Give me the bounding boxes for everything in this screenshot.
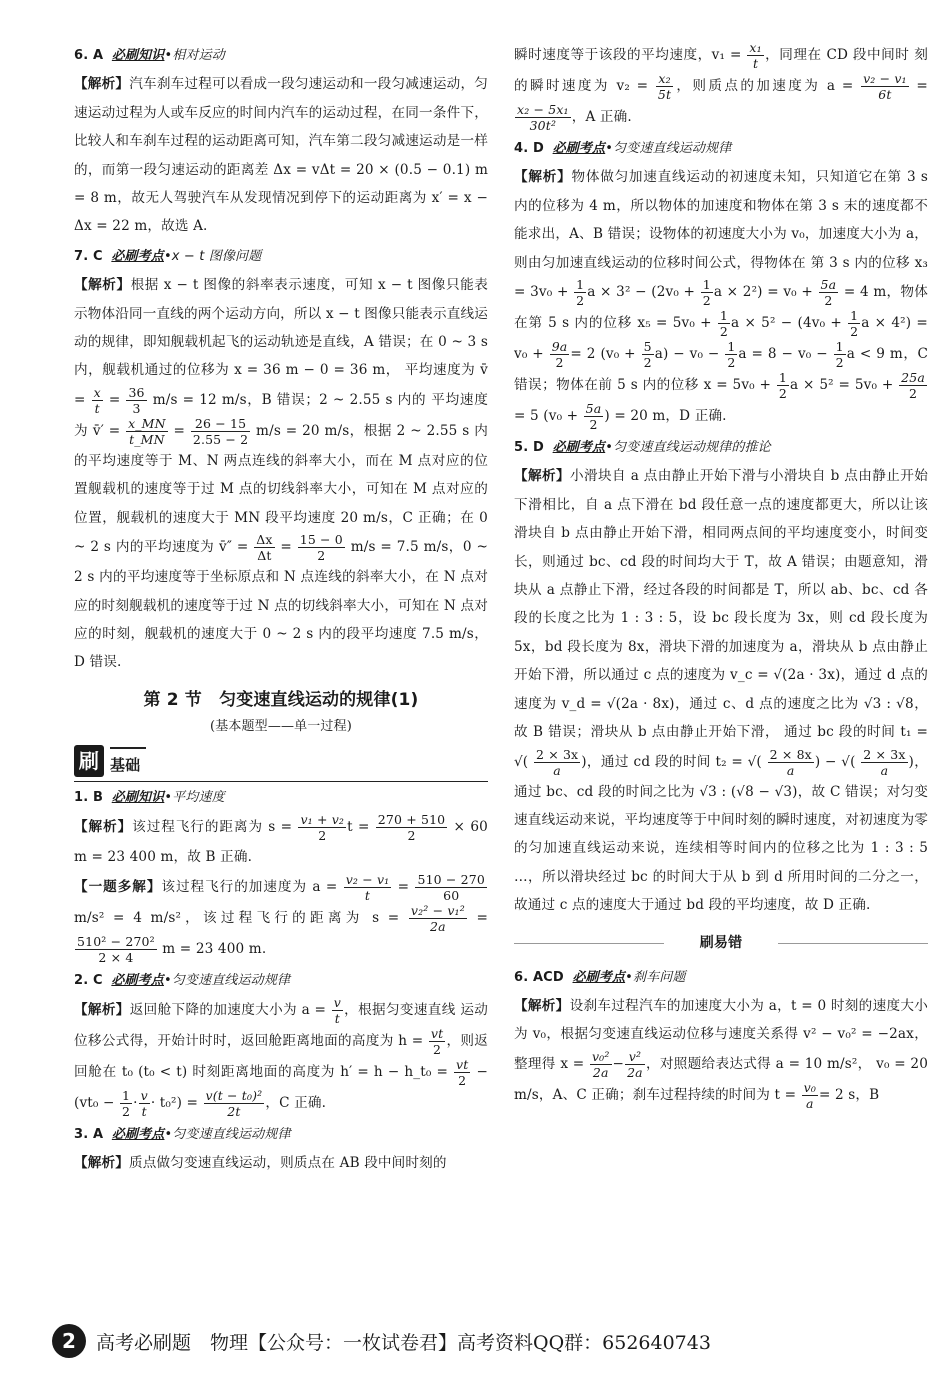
q7-explanation: 【解析】根据 x − t 图像的斜率表示速度，可知 x − t 图像只能表示物体沿同一直线的两个运动方向，所以 x − t 图像只能表示直线运动的规律，即知舰载机起飞的运动轨迹是直线，A 错误；在 0 ~ 3 s 内，舰载机通过的位移为 x = 36 m − 0 = 36 m， 平均速度为 v̄ = $\frac{x}{t}$ = $\frac{36}{3}$ m/s = 12 m/s，B 错误；2 ~ 2.55 s 内的 平均速度为 v̄′ = $\frac{x\_MN}{t\_MN}$ = $\frac{26 - 15}{2.55 - 2}$ m/s = 20 m/s，根据 2 ~ 2.55 s 内的平均速度等于 M、N 两点连线的斜率大小，而在 M 点对应的位置舰载机的速度等于过 M 点的切线斜率大小，可知在 M 点对应的位置，舰载机的速度大于 MN 段平均速度 20 m/s，C 正确；在 0 ~ 2 s 内的平均速度为 v̄″ = $\frac{\Delta x}{\Delta t}$ = $\frac{15 - 0}{2}$ m/s = 7.5 m/s，0 ~ 2 s 内的平均速度等于坐标原点和 N 点连线的斜率大小，在 N 点对应的时刻舰载机的速度等于过 N 点的切线斜率大小，可知在 N 点对应的时刻，舰载机的速度大于 0 ~ 2 s 内的段平均速度 7.5 m/s，D 错误.: [74, 277, 488, 671]
basics-label: 基础: [110, 751, 140, 779]
q6-explanation: [74, 70, 488, 240]
page-number: 2: [52, 1324, 86, 1358]
q6-answer: 6. A: [74, 48, 104, 63]
basics-banner: [74, 745, 488, 782]
q1-frac2: $\frac{270 + 510}{2}$: [377, 812, 446, 844]
q1-frac6: $\frac{\text{510² − 270²}}{2 \times 4}$: [77, 933, 155, 965]
q3-explanation: 【解析】质点做匀变速直线运动，则质点在 AB 段中间时刻的: [74, 1155, 447, 1172]
q5-header: 5. D 必刷考点•匀变速直线运动规律的推论: [514, 440, 771, 456]
q2-explanation: 【解析】返回舱下降的加速度大小为 a = $\frac{v}{t}$ ，根据匀变速直线 运动位移公式得，开始计时时，返回舱距离地面的高度为 h = $\frac{vt}{2}$ ，则返回舱在 t₀ (t₀ < t) 时刻距离地面的高度为 h′ = h − h_t₀ = $\frac{vt}{2}$ − (vt₀ − $\frac{1}{2}$ · $\frac{v}{t}$ · t₀²) = $\frac{\text{v(t − t₀)²}}{2t}$ ，C 正确.: [74, 994, 488, 1119]
easy-mistakes-divider: 刷易错: [514, 930, 928, 956]
q7-text1: 根据 x − t 图像的斜率表示速度，可知 x − t 图像只能表示物体沿同一直线的两个运动方向，所以 x − t 图像只能表示直线运动的规律，即知舰载机起飞的运动轨迹是直线，A 错误；在 0 ~ 3 s 内，舰载机通过的位移为 x = 36 m − 0 = 36 m，: [74, 277, 488, 379]
q7-frac3: $\frac{x\_MN}{t\_MN}$: [128, 415, 166, 447]
q7-tag: 必刷考点: [111, 248, 164, 264]
q4-header: 4. D 必刷考点•匀变速直线运动规律: [514, 141, 732, 156]
q6-tag: 必刷知识: [111, 48, 165, 63]
q4-explanation: 【解析】物体做匀加速直线运动的初速度未知，只知道它在第 3 s 内的位移为 4 m，所以物体的加速度和物体在第 3 s 末的速度都不能求出，A、B 错误；设物体的初速度大小为 v₀，加速度大小为 a，则由匀加速直线运动的位移时间公式，得物体在 第 3 s 内的位移 x₃ = 3v₀ + $\frac{1}{2}$ a × 3² − (2v₀ + $\frac{1}{2}$ a × 2²) = v₀ + $\frac{5a}{2}$ = 4 m，物体在第 5 s 内的位移 x₅ = 5v₀ + $\frac{1}{2}$ a × 5² − (4v₀ + $\frac{1}{2}$ a × 4²) = v₀ + $\frac{9a}{2}$ = 2 (v₀ + $\frac{5}{2}$ a) − v₀ − $\frac{1}{2}$ a = 8 − v₀ − $\frac{1}{2}$ a < 9 m，C 错误；物体在前 5 s 内的位移 x = 5v₀ + $\frac{1}{2}$ a × 5² = 5v₀ + $\frac{25a}{2}$ = 5 (v₀ + $\frac{5a}{2}$ ) = 20 m，D 正确.: [514, 169, 928, 433]
q1-explanation: 【解析】该过程飞行的距离为 s = $\frac{\text{v₁ + v₂}}{2}$ t = $\frac{270 + 510}{2}$ × 60 m = 23 400 m，故 B 正确. 【一题多解】该过程飞行的加速度为 a = $\frac{\text{v₂ − v₁}}{t}$ = $\frac{510 - 270}{60}$ m/s² = 4 m/s²，该过程飞行的距离为 s = $\frac{\text{v₂² − v₁²}}{2a}$ = $\frac{\text{510² − 270²}}{2 \times 4}$ m = 23 400 m.: [74, 812, 488, 965]
q7-header: [74, 243, 488, 271]
q1-frac3: $\frac{\text{v₂ − v₁}}{t}$: [345, 871, 390, 903]
brush-badge-icon: 刷: [74, 745, 104, 777]
q6-text: 汽车刹车过程可以看成一段匀速运动和一段匀减速运动，匀速运动过程为人或车反应的时间内汽车的运动过程，在同一条件下，比较人和车刹车过程的运动距离可知，汽车第二段匀减速运动是一样的，而第一段匀速运动的距离差 Δx = vΔt = 20 × (0.5 − 0.1) m = 8 m，故无人驾驶汽车从发现情况到停下的运动距离为 x′ = x − Δx = 22 m，故选 A.: [74, 76, 488, 235]
q6-header: [74, 42, 488, 70]
q6b-explanation: 【解析】设刹车过程汽车的加速度大小为 a，t = 0 时刻的速度大小为 v₀，根据匀变速直线运动位移与速度关系得 v² − v₀² = −2ax，整理得 x = $\frac{\text{v₀²}}{2a}$ − $\frac{\text{v²}}{2a}$ ，对照题给表达式得 a = 10 m/s²， v₀ = 20 m/s，A、C 正确；刹车过程持续的时间为 t = $\frac{\text{v₀}}{a}$ = 2 s，B: [514, 997, 929, 1111]
q2-header: 2. C 必刷考点•匀变速直线运动规律: [74, 972, 291, 988]
left-column: [74, 40, 488, 1178]
q7-frac4: $\frac{26 - 15}{2.55 - 2}$: [192, 415, 249, 447]
page-footer: [52, 1322, 932, 1362]
q1-header: 1. B 必刷知识•平均速度: [74, 789, 225, 805]
q3-header: 3. A 必刷考点•匀变速直线运动规律: [74, 1126, 291, 1142]
section-subtitle: (基本题型——单一过程): [210, 718, 352, 734]
q7-text2a: 平均速度为 v̄ =: [74, 362, 488, 408]
q6-topic: •相对运动: [164, 48, 225, 63]
q6b-header: 6. ACD 必刷考点•刹车问题: [514, 969, 686, 985]
right-column: [514, 40, 928, 1111]
q7-frac2: $\frac{36}{3}$: [128, 384, 145, 416]
q6-mark: 【解析】: [74, 76, 130, 93]
q7-mark: 【解析】: [74, 277, 131, 294]
q7-frac5: $\frac{\Delta x}{\Delta t}$: [256, 532, 273, 564]
q1-frac1: $\frac{\text{v₁ + v₂}}{2}$: [300, 812, 345, 844]
footer-text: 高考必刷题 物理【公众号：一枚试卷君】高考资料QQ群：652640743: [96, 1332, 711, 1354]
q7-frac1: $\frac{x}{t}$: [93, 384, 101, 416]
q3-continuation: 瞬时速度等于该段的平均速度，v₁ = $\frac{\text{x₁}}{t}$ ，同理在 CD 段中间时 刻的瞬时速度为 v₂ = $\frac{\text{x₂}}{5t}$ ，则质点的加速度为 a = $\frac{\text{v₂ − v₁}}{6t}$ = $\frac{\text{x₂ − 5x₁}}{\text{30t²}}$ ，A 正确.: [514, 40, 928, 133]
q7-answer: 7. C: [74, 248, 103, 264]
q1-frac5: $\frac{\text{v₂² − v₁²}}{2a}$: [410, 902, 465, 934]
section-title: 第 2 节 匀变速直线运动的规律(1): [143, 689, 419, 710]
q1-frac4: $\frac{510 - 270}{60}$: [417, 871, 485, 903]
q7-topic: •x − t 图像问题: [163, 248, 262, 264]
q5-explanation: 【解析】小滑块自 a 点由静止开始下滑与小滑块自 b 点由静止开始下滑相比，自 a 点下滑在 bd 段任意一点的速度都更大，所以让该滑块自 b 点由静止开始下滑，相同两点间的平均速度变小，时间变长，则通过 bc、cd 段的时间均大于 T，故 A 错误；由题意知，滑块从 a 点静止下滑，经过各段的时间都是 T，所以 ab、bc、cd 各段的长度之比为 1 : 3 : 5，设 bc 段长度为 3x，则 cd 段长度为 5x，bd 段长度为 8x，滑块下滑的加速度为 a，滑块从 b 点由静止开始下滑，所以通过 c 点的速度为 v_c = √(2a · 3x)，通过 d 点的速度为 v_d = √(2a · 8x)，通过 c、d 点的速度之比为 √3 : √8，故 B 错误；滑块从 b 点由静止开始下滑， 通过 bc 段的时间 t₁ = √( $\frac{2 \times 3x}{a}$ )，通过 cd 段的时间 t₂ = √( $\frac{2 \times 8x}{a}$ ) − √( $\frac{2 \times 3x}{a}$ )，通过 bc、cd 段的时间之比为 √3 : (√8 − √3)，故 C 错误；对匀变速直线运动来说，平均速度等于中间时刻的瞬时速度，对初速度为零的匀加速直线运动来说，连续相等时间内的位移之比为 1 : 3 : 5 …，所以滑块经过 bc 的时间大于从 b 到 d 所用时间的二分之一，故通过 c 点的速度大于通过 bd 段的平均速度，故 D 正确.: [514, 468, 928, 914]
q7-frac6: $\frac{15 - 0}{2}$: [299, 532, 343, 564]
